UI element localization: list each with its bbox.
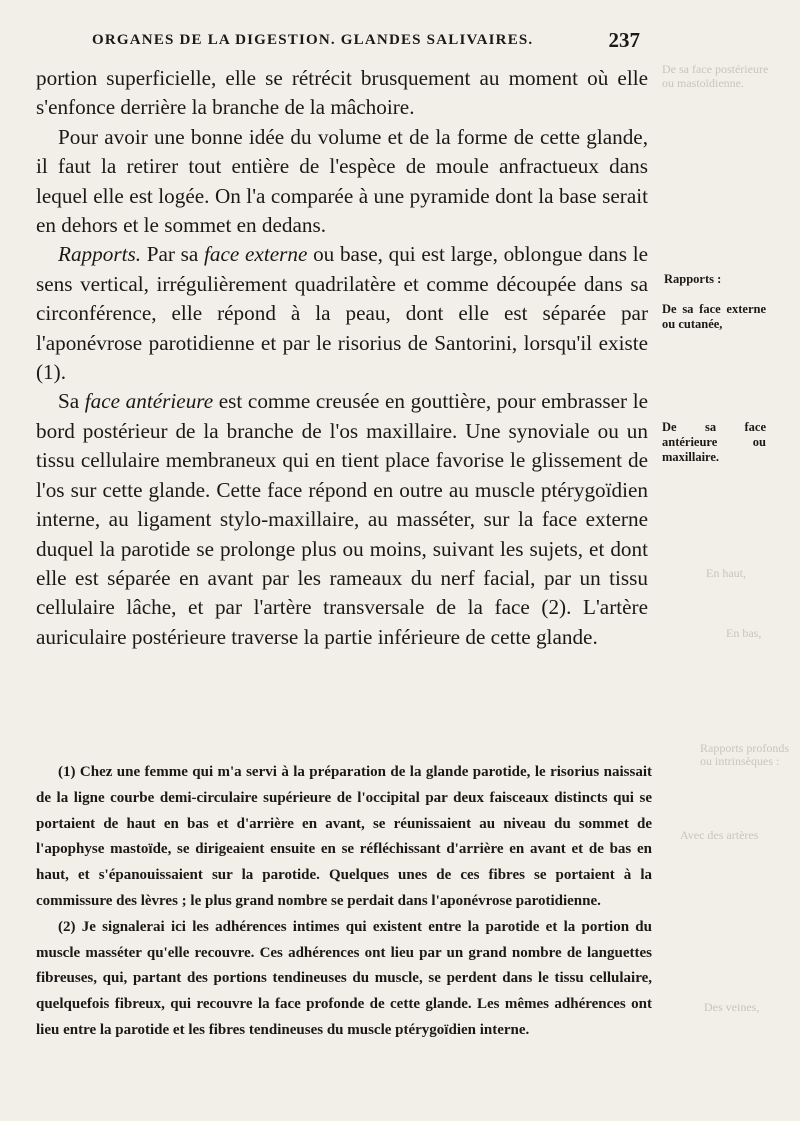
bleed-through-en-haut: En haut, [706, 566, 746, 580]
margin-note-face-anterieure: De sa face antérieure ou maxillaire. [662, 420, 766, 464]
term-face-externe: face externe [204, 242, 308, 267]
running-header [92, 28, 652, 52]
term-face-anterieure: face antérieure [84, 389, 214, 414]
bleed-through-en-bas: En bas, [726, 626, 762, 640]
main-text [36, 64, 648, 652]
page-number: 237 [608, 28, 640, 52]
bleed-through-top-right: De sa face postérieure ou mastoïdienne. [662, 62, 769, 90]
bleed-through-avec-arteres: Avec des artères [680, 828, 759, 842]
paragraph-2: Pour avoir une bonne idée du volume et de la forme de cette glande, il faut la retirer tout entière de l'espèce de moule anfractueux dans lequel elle est logée. On l'a comparée à une pyramide dont la base serait en dehors et le sommet en dedans. [36, 124, 648, 238]
bleed-through-rapports-profonds: Rapports profonds ou intrinsèques : [700, 741, 789, 768]
footnote-2: (2) Je signalerai ici les adhérences intimes qui existent entre la parotide et la portion du muscle masséter qu'elle recouvre. Ces adhérences ont lieu par un grand nombre de languettes fibreuses, qui, partant des portions tendineuses du muscle, se perdent dans le tissu cellulaire, quelquefois fibreux, qui recouvre la face profonde de cette glande. Les mêmes adhérences ont lieu entre la parotide et les fibres tendineuses du muscle ptérygoïdien interne. [36, 918, 652, 1038]
bleed-through-des-veines: Des veines, [704, 1000, 760, 1014]
paragraph-face-anterieure: Sa face antérieure est comme creusée en gouttière, pour embrasser le bord postérieur de la branche de l'os maxillaire. Une synoviale ou un tissu cellulaire membraneux qui en tient place favorise le glissement de l'os sur cette glande. Cette face répond en outre au muscle ptérygoïdien interne, au ligament stylo-maxillaire, au masséter, sur la face externe duquel la parotide se prolonge plus ou moins, suivant les sujets, et dont elle est séparée en avant par les rameaux du nerf facial, par un tissu cellulaire lâche, et par l'artère transversale de la face (2). L'artère auriculaire postérieure traverse la partie inférieure de cette glande. [36, 389, 649, 649]
footnote-1: (1) Chez une femme qui m'a servi à la préparation de la glande parotide, le risorius naissait de la ligne courbe demi-circulaire supérieure de l'occipital par deux faisceaux distincts qui se portaient de haut en bas et d'arrière en avant, se réunissaient au niveau du sommet de l'apophyse mastoïde, se dirigeaient ensuite en se réfléchissant d'arrière en avant et de bas en haut, et s'épanouissaient sur la parotide. Quelques unes de ces fibres se portaient à la commissure des lèvres ; le plus grand nombre se perdait dans l'aponévrose parotidienne. [36, 764, 652, 909]
footnotes [36, 760, 652, 1044]
paragraph-rapports: Rapports. Par sa face externe ou base, qui est large, oblongue dans le sens vertical, irrégulièrement quadrilatère et comme découpée dans sa circonférence, elle répond à la peau, dont elle est séparée par l'aponévrose parotidienne et par le risorius de Santorini, lorsqu'il existe (1). [36, 242, 648, 385]
paragraph-1: portion superficielle, elle se rétrécit brusquement au moment où elle s'enfonce derrière la branche de la mâchoire. [36, 66, 648, 120]
running-title: ORGANES DE LA DIGESTION. GLANDES SALIVAIRES. [92, 32, 534, 48]
margin-note-face-externe: De sa face externe ou cutanée, [662, 302, 766, 331]
section-lead-rapports: Rapports. [58, 242, 141, 267]
margin-note-rapports: Rapports : [664, 272, 722, 286]
